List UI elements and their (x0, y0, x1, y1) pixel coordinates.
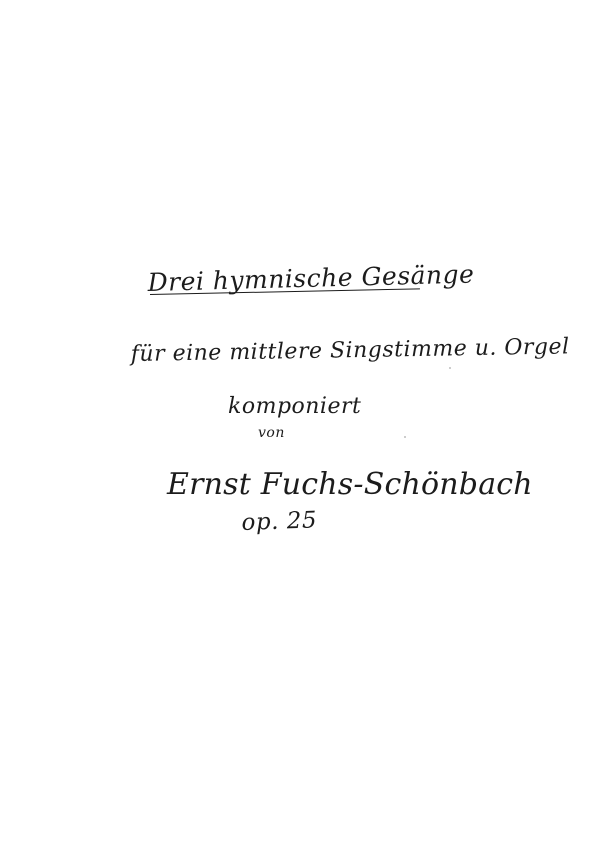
paper-speck (449, 367, 451, 369)
composer-name: Ernst Fuchs-Schönbach (167, 467, 533, 502)
instrumentation-line: für eine mittlere Singstimme u. Orgel (130, 334, 570, 367)
von-label: von (258, 425, 285, 441)
composed-label: komponiert (228, 394, 362, 419)
work-title: Drei hymnische Gesänge (147, 259, 475, 297)
paper-speck (404, 436, 406, 438)
opus-number: op. 25 (241, 507, 318, 536)
